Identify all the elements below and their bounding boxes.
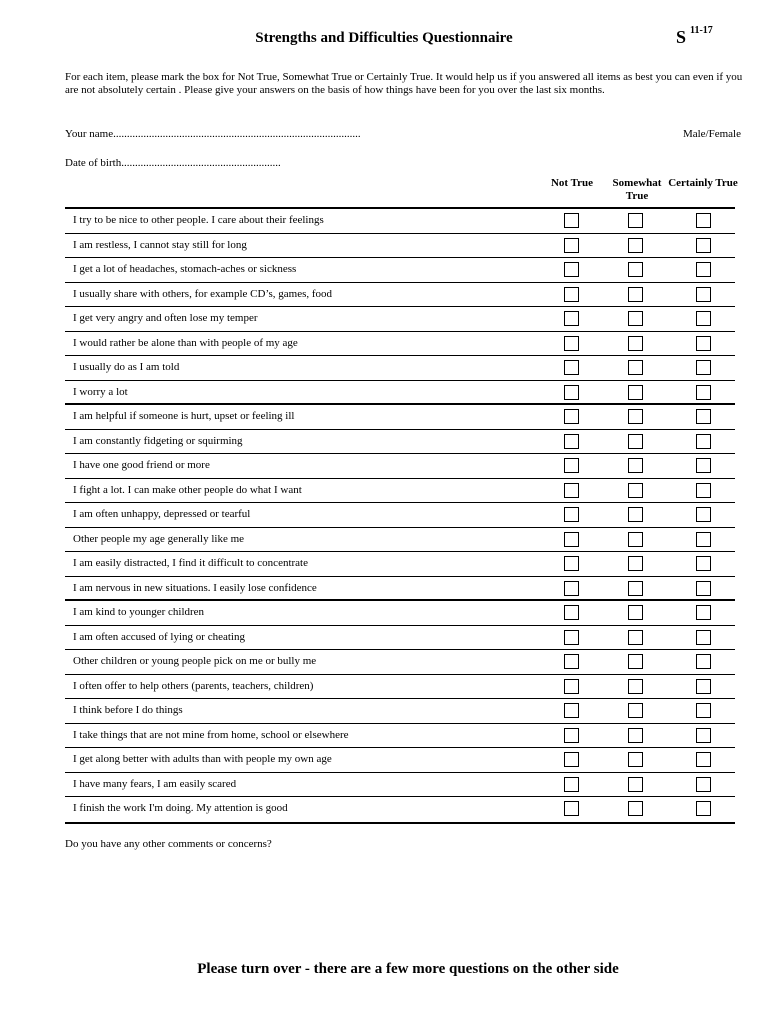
comments-prompt: Do you have any other comments or concerns? — [65, 838, 272, 850]
item-label: I take things that are not mine from home, school or elsewhere — [73, 728, 349, 741]
checkbox-somewhat-true[interactable] — [628, 581, 643, 596]
checkbox-not-true[interactable] — [564, 213, 579, 228]
item-label: I have many fears, I am easily scared — [73, 777, 237, 790]
checkbox-not-true[interactable] — [564, 458, 579, 473]
checkbox-certainly-true[interactable] — [696, 728, 711, 743]
table-row — [65, 209, 735, 234]
checkbox-certainly-true[interactable] — [696, 409, 711, 424]
checkbox-certainly-true[interactable] — [696, 262, 711, 277]
checkbox-somewhat-true[interactable] — [628, 532, 643, 547]
checkbox-certainly-true[interactable] — [696, 703, 711, 718]
item-label: Other people my age generally like me — [73, 532, 245, 545]
checkbox-certainly-true[interactable] — [696, 434, 711, 449]
checkbox-somewhat-true[interactable] — [628, 630, 643, 645]
turn-over-note: Please turn over - there are a few more questions on the other side — [197, 961, 619, 977]
checkbox-somewhat-true[interactable] — [628, 409, 643, 424]
name-field[interactable]: Your name.......................................................................................... — [65, 128, 361, 140]
table-row — [65, 724, 735, 749]
instructions: For each item, please mark the box for Not True, Somewhat True or Certainly True. It would help us if you answered all items as best you can even if you are not absolutely certain . Please give your answers on the basis of how things have been for you over the last six months. — [65, 71, 743, 96]
checkbox-not-true[interactable] — [564, 605, 579, 620]
checkbox-not-true[interactable] — [564, 728, 579, 743]
item-label: I am restless, I cannot stay still for long — [73, 238, 247, 251]
page-title: Strengths and Difficulties Questionnaire — [255, 30, 513, 46]
item-label: I am kind to younger children — [73, 606, 205, 618]
checkbox-certainly-true[interactable] — [696, 581, 711, 596]
table-row — [65, 503, 735, 528]
date-of-birth-field[interactable]: Date of birth.......................................................... — [65, 157, 281, 169]
checkbox-not-true[interactable] — [564, 581, 579, 596]
checkbox-somewhat-true[interactable] — [628, 213, 643, 228]
table-row — [65, 430, 735, 455]
checkbox-somewhat-true[interactable] — [628, 311, 643, 326]
checkbox-not-true[interactable] — [564, 409, 579, 424]
checkbox-somewhat-true[interactable] — [628, 728, 643, 743]
checkbox-somewhat-true[interactable] — [628, 605, 643, 620]
checkbox-not-true[interactable] — [564, 262, 579, 277]
form-age-range: 11-17 — [690, 25, 713, 36]
item-label: I get a lot of headaches, stomach-aches or sickness — [73, 263, 297, 275]
checkbox-certainly-true[interactable] — [696, 311, 711, 326]
checkbox-somewhat-true[interactable] — [628, 654, 643, 669]
checkbox-certainly-true[interactable] — [696, 654, 711, 669]
checkbox-certainly-true[interactable] — [696, 532, 711, 547]
checkbox-not-true[interactable] — [564, 532, 579, 547]
checkbox-not-true[interactable] — [564, 703, 579, 718]
checkbox-not-true[interactable] — [564, 311, 579, 326]
form-code-letter: S — [676, 27, 687, 47]
item-label: Other children or young people pick on me or bully me — [73, 655, 317, 667]
checkbox-somewhat-true[interactable] — [628, 703, 643, 718]
name-row — [65, 128, 741, 140]
column-somewhat-true: Somewhat True — [612, 177, 662, 202]
item-label: I am easily distracted, I find it difficult to concentrate — [73, 557, 308, 569]
checkbox-certainly-true[interactable] — [696, 213, 711, 228]
table-row — [65, 332, 735, 357]
checkbox-not-true[interactable] — [564, 336, 579, 351]
table-row — [65, 356, 735, 381]
checkbox-not-true[interactable] — [564, 287, 579, 302]
checkbox-not-true[interactable] — [564, 360, 579, 375]
checkbox-somewhat-true[interactable] — [628, 752, 643, 767]
checkbox-certainly-true[interactable] — [696, 630, 711, 645]
item-label: I get along better with adults than with people my own age — [73, 753, 332, 765]
form-code — [676, 27, 713, 48]
questionnaire-table — [65, 207, 735, 824]
checkbox-somewhat-true[interactable] — [628, 434, 643, 449]
item-label: I worry a lot — [73, 385, 128, 398]
item-label: I have one good friend or more — [73, 459, 210, 471]
checkbox-somewhat-true[interactable] — [628, 336, 643, 351]
item-label: I finish the work I'm doing. My attention is good — [73, 802, 288, 814]
checkbox-certainly-true[interactable] — [696, 287, 711, 302]
checkbox-somewhat-true[interactable] — [628, 458, 643, 473]
checkbox-certainly-true[interactable] — [696, 752, 711, 767]
table-row — [65, 454, 735, 479]
table-row — [65, 258, 735, 283]
table-row — [65, 748, 735, 773]
table-row — [65, 381, 735, 406]
checkbox-somewhat-true[interactable] — [628, 507, 643, 522]
gender-field[interactable]: Male/Female — [682, 128, 741, 140]
checkbox-certainly-true[interactable] — [696, 777, 711, 792]
item-label: I would rather be alone than with people of my age — [73, 336, 298, 349]
checkbox-somewhat-true[interactable] — [628, 262, 643, 277]
column-not-true: Not True — [550, 177, 594, 189]
checkbox-somewhat-true[interactable] — [628, 360, 643, 375]
item-label: I am often accused of lying or cheating — [73, 630, 245, 643]
checkbox-not-true[interactable] — [564, 801, 579, 816]
checkbox-certainly-true[interactable] — [696, 360, 711, 375]
checkbox-certainly-true[interactable] — [696, 679, 711, 694]
item-label: I am helpful if someone is hurt, upset or feeling ill — [73, 410, 295, 422]
item-label: I get very angry and often lose my temper — [73, 312, 258, 324]
checkbox-not-true[interactable] — [564, 752, 579, 767]
table-row — [65, 797, 735, 822]
item-label: I usually share with others, for example CD’s, games, food — [73, 287, 333, 300]
table-row — [65, 552, 735, 577]
checkbox-certainly-true[interactable] — [696, 458, 711, 473]
checkbox-somewhat-true[interactable] — [628, 777, 643, 792]
checkbox-somewhat-true[interactable] — [628, 287, 643, 302]
checkbox-not-true[interactable] — [564, 777, 579, 792]
checkbox-not-true[interactable] — [564, 630, 579, 645]
table-row — [65, 626, 735, 651]
table-row — [65, 479, 735, 504]
checkbox-not-true[interactable] — [564, 385, 579, 400]
table-row — [65, 283, 735, 308]
checkbox-somewhat-true[interactable] — [628, 556, 643, 571]
item-label: I often offer to help others (parents, teachers, children) — [73, 679, 314, 692]
table-row — [65, 577, 735, 602]
table-row — [65, 699, 735, 724]
checkbox-certainly-true[interactable] — [696, 238, 711, 253]
checkbox-not-true[interactable] — [564, 556, 579, 571]
checkbox-certainly-true[interactable] — [696, 385, 711, 400]
item-label: I fight a lot. I can make other people do what I want — [73, 483, 302, 496]
checkbox-not-true[interactable] — [564, 679, 579, 694]
checkbox-certainly-true[interactable] — [696, 336, 711, 351]
table-row — [65, 405, 735, 430]
checkbox-not-true[interactable] — [564, 507, 579, 522]
table-row — [65, 650, 735, 675]
column-certainly-true: Certainly True — [668, 177, 738, 189]
checkbox-certainly-true[interactable] — [696, 801, 711, 816]
checkbox-certainly-true[interactable] — [696, 556, 711, 571]
checkbox-not-true[interactable] — [564, 654, 579, 669]
checkbox-certainly-true[interactable] — [696, 483, 711, 498]
checkbox-somewhat-true[interactable] — [628, 238, 643, 253]
table-row — [65, 234, 735, 259]
table-row — [65, 675, 735, 700]
table-row — [65, 528, 735, 553]
item-label: I am constantly fidgeting or squirming — [73, 434, 243, 447]
item-label: I am often unhappy, depressed or tearful — [73, 508, 251, 520]
table-row — [65, 773, 735, 798]
table-row — [65, 601, 735, 626]
checkbox-somewhat-true[interactable] — [628, 801, 643, 816]
item-label: I usually do as I am told — [73, 361, 180, 373]
checkbox-not-true[interactable] — [564, 238, 579, 253]
checkbox-not-true[interactable] — [564, 434, 579, 449]
checkbox-somewhat-true[interactable] — [628, 679, 643, 694]
checkbox-certainly-true[interactable] — [696, 605, 711, 620]
checkbox-somewhat-true[interactable] — [628, 385, 643, 400]
checkbox-not-true[interactable] — [564, 483, 579, 498]
item-label: I am nervous in new situations. I easily lose confidence — [73, 581, 317, 594]
checkbox-somewhat-true[interactable] — [628, 483, 643, 498]
item-label: I think before I do things — [73, 704, 183, 716]
table-row — [65, 307, 735, 332]
item-label: I try to be nice to other people. I care about their feelings — [73, 214, 324, 226]
checkbox-certainly-true[interactable] — [696, 507, 711, 522]
